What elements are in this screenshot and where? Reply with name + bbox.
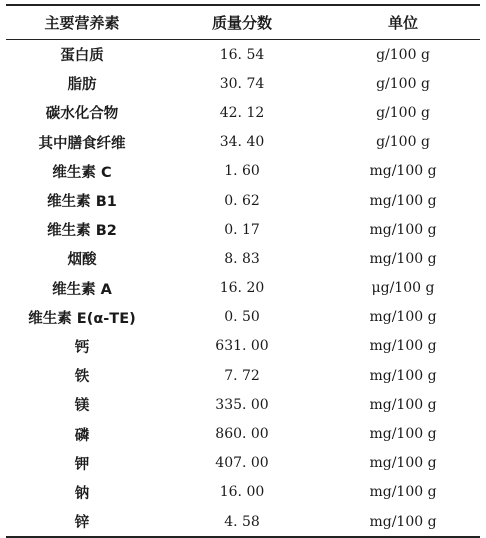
mass-fraction-value: 631. 00 <box>215 338 269 355</box>
unit-cell: g/100 g <box>376 134 430 151</box>
mass-fraction-value: 407. 00 <box>215 455 269 472</box>
nutrient-name: 蛋白质 <box>60 48 104 65</box>
mass-fraction-value: 34. 40 <box>219 134 265 151</box>
nutrient-name: 维生素 C <box>52 164 112 181</box>
mass-fraction-value: 4. 58 <box>224 513 260 530</box>
nutrient-name: 铁 <box>74 369 90 386</box>
unit-cell: mg/100 g <box>369 513 437 530</box>
nutrient-name: 镁 <box>74 398 90 415</box>
table-row <box>6 215 480 244</box>
unit-cell: mg/100 g <box>369 455 437 472</box>
unit-cell: g/100 g <box>376 75 430 92</box>
nutrient-name: 维生素 A <box>52 281 112 298</box>
table-row <box>6 40 480 70</box>
table-row <box>6 390 480 419</box>
unit-cell: mg/100 g <box>369 426 437 443</box>
table-header-row <box>6 5 480 40</box>
mass-fraction-value: 0. 50 <box>224 309 260 326</box>
mass-fraction-value: 16. 54 <box>219 46 265 63</box>
table-row <box>6 157 480 186</box>
table-row <box>6 128 480 157</box>
nutrient-name: 维生素 E(α-TE) <box>28 310 136 327</box>
mass-fraction-value: 335. 00 <box>215 396 269 413</box>
unit-cell: mg/100 g <box>369 163 437 180</box>
table-row <box>6 69 480 98</box>
unit-cell: mg/100 g <box>369 192 437 209</box>
nutrient-name: 其中膳食纤维 <box>38 135 126 152</box>
nutrient-table-container <box>6 4 480 538</box>
table-row <box>6 361 480 390</box>
nutrient-name: 磷 <box>74 427 90 444</box>
unit-cell: μg/100 g <box>371 280 435 297</box>
nutrient-name: 钾 <box>74 456 90 473</box>
mass-fraction-value: 7. 72 <box>224 367 260 384</box>
nutrient-name: 烟酸 <box>67 252 97 269</box>
table-row <box>6 186 480 215</box>
table-row <box>6 303 480 332</box>
unit-cell: mg/100 g <box>369 367 437 384</box>
header-mass-fraction: 质量分数 <box>211 14 272 32</box>
nutrient-name: 维生素 B1 <box>47 194 117 211</box>
table-row <box>6 244 480 273</box>
unit-cell: g/100 g <box>376 46 430 63</box>
nutrient-name: 维生素 B2 <box>47 223 117 240</box>
nutrient-name: 锌 <box>74 515 90 532</box>
mass-fraction-value: 42. 12 <box>219 104 265 121</box>
table-row <box>6 274 480 303</box>
table-row <box>6 419 480 448</box>
table-row <box>6 332 480 361</box>
table-row <box>6 98 480 127</box>
table-row <box>6 478 480 507</box>
unit-cell: mg/100 g <box>369 309 437 326</box>
mass-fraction-value: 16. 20 <box>219 280 265 297</box>
unit-cell: mg/100 g <box>369 221 437 238</box>
nutrient-table <box>6 4 480 538</box>
mass-fraction-value: 0. 17 <box>224 221 260 238</box>
nutrient-name: 钠 <box>74 485 90 502</box>
mass-fraction-value: 860. 00 <box>215 426 269 443</box>
mass-fraction-value: 1. 60 <box>224 163 260 180</box>
unit-cell: mg/100 g <box>369 338 437 355</box>
nutrient-name: 钙 <box>74 339 90 356</box>
mass-fraction-value: 16. 00 <box>219 484 265 501</box>
table-row <box>6 449 480 478</box>
nutrient-name: 脂肪 <box>67 77 97 94</box>
mass-fraction-value: 0. 62 <box>224 192 260 209</box>
nutrient-name: 碳水化合物 <box>45 106 119 123</box>
unit-cell: g/100 g <box>376 104 430 121</box>
mass-fraction-value: 30. 74 <box>219 75 265 92</box>
header-unit: 单位 <box>387 14 418 32</box>
mass-fraction-value: 8. 83 <box>224 250 260 267</box>
unit-cell: mg/100 g <box>369 484 437 501</box>
unit-cell: mg/100 g <box>369 396 437 413</box>
table-row <box>6 507 480 537</box>
unit-cell: mg/100 g <box>369 250 437 267</box>
header-nutrient: 主要营养素 <box>44 14 120 32</box>
